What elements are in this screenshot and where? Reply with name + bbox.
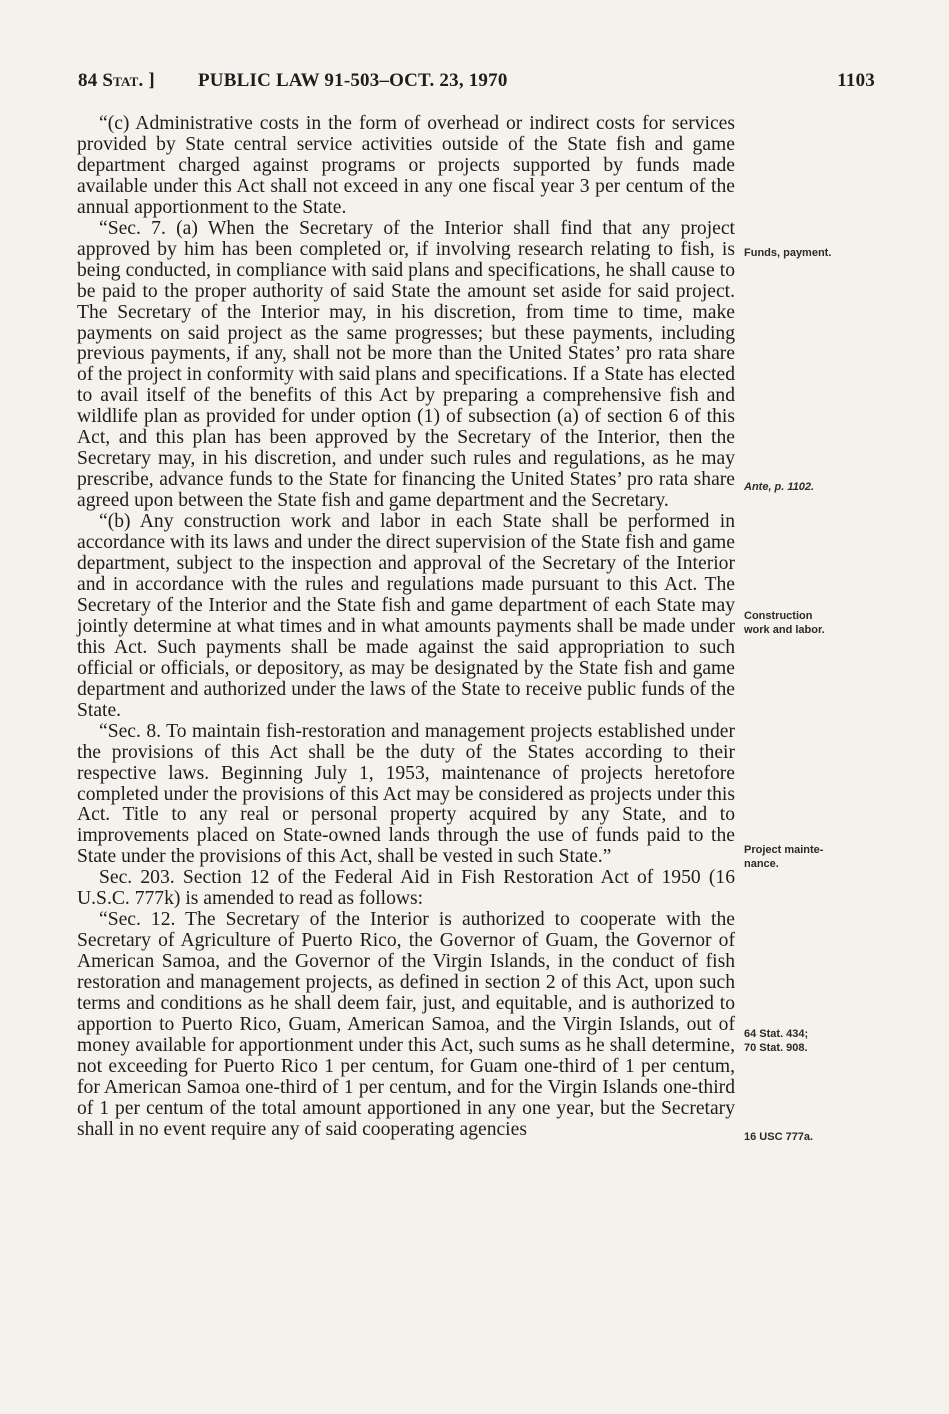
paragraph-admin-costs: “(c) Administrative costs in the form of overhead or indirect costs for services provided by State central service activities outside of the State fish and game department charged against programs or projects supported by funds made available under this Act shall not exceed in any one fiscal year 3 per centum of the annual apportionment to the State. (77, 113, 735, 218)
note-stat-reference: 64 Stat. 434; 70 Stat. 908. (744, 1028, 809, 1054)
note-maintenance: Project mainte- nance. (744, 844, 824, 870)
note-usc-reference: 16 USC 777a. (744, 1131, 814, 1143)
note-ante: Ante, p. 1102. (744, 481, 815, 493)
note-funds-payment: Funds, payment. (744, 247, 832, 259)
page-number: 1103 (837, 70, 875, 91)
law-title: PUBLIC LAW 91-503–OCT. 23, 1970 (198, 70, 508, 91)
paragraph-sec-12: “Sec. 12. The Secretary of the Interior is authorized to cooperate with the Secretary of Agriculture of Puerto Rico, the Governor of Guam, the Governor of American Samoa, and the Governor of the Virgin Islands, in the conduct of fish restoration and management projects, as defined in section 2 of this Act, upon such terms and conditions as he shall deem fair, just, and equitable, and is authorized to apportion to Puerto Rico, Guam, American Samoa, and the Virgin Islands, out of money available for apportionment under this Act, such sums as he shall determine, not exceeding for Puerto Rico 1 per centum, for Guam one-third of 1 per centum, for American Samoa one-third of 1 per centum, and for the Virgin Islands one-third of 1 per centum of the total amount apportioned in any one year, but the Secretary shall in no event require any of said cooperating agencies (77, 909, 735, 1140)
note-construction: Construction work and labor. (744, 610, 825, 636)
statute-text (77, 114, 735, 1141)
paragraph-sec-8: “Sec. 8. To maintain fish-restoration and management projects established under the provisions of this Act shall be the duty of the States according to their respective laws. Beginning July 1, 1953, maintenance of projects heretofore completed under the provisions of this Act may be considered as projects under this Act. Title to any real or personal property acquired by any State, and to improvements placed on State-owned lands through the use of funds paid to the State under the provisions of this Act, shall be vested in such State.” (77, 720, 735, 868)
paragraph-sec-7b: “(b) Any construction work and labor in each State shall be performed in accordance with its laws and under the direct supervision of the State fish and game department, subject to the inspection and approval of the Secretary of the Interior and in accordance with the rules and regulations made pursuant to this Act. The Secretary of the Interior and the State fish and game department of each State may jointly determine at what times and in what amounts payments shall be made under this Act. Such payments shall be made against the said appropriation to such official or officials, or depository, as may be designated by the State fish and game department and authorized under the laws of the State to receive public funds of the State. (77, 511, 735, 721)
paragraph-sec-203: Sec. 203. Section 12 of the Federal Aid in Fish Restoration Act of 1950 (16 U.S.C. 777k) is amended to read as follows: (77, 867, 735, 910)
volume-reference: 84 Stat. ] (78, 70, 155, 91)
paragraph-sec-7a: “Sec. 7. (a) When the Secretary of the Interior shall find that any project approved by him has been completed or, if involving research relating to fish, is being conducted, in compliance with said plans and specifications, he shall cause to be paid to the proper authority of said State the amount set aside for said project. The Secretary of the Interior may, in his discretion, from time to time, make payments on said project as the same progresses; but these payments, including previous payments, if any, shall not be more than the United States’ pro rata share of the project in conformity with said plans and specifications. If a State has elected to avail itself of the benefits of this Act by preparing a comprehensive fish and wildlife plan as provided for under option (1) of subsection (a) of section 6 of this Act, and this plan has been approved by the Secretary of the Interior, then the Secretary may, in his discretion, and under such rules and regulations, as he may prescribe, advance funds to the State for financing the United States’ pro rata share agreed upon between the State fish and game department and the Secretary. (77, 217, 735, 512)
